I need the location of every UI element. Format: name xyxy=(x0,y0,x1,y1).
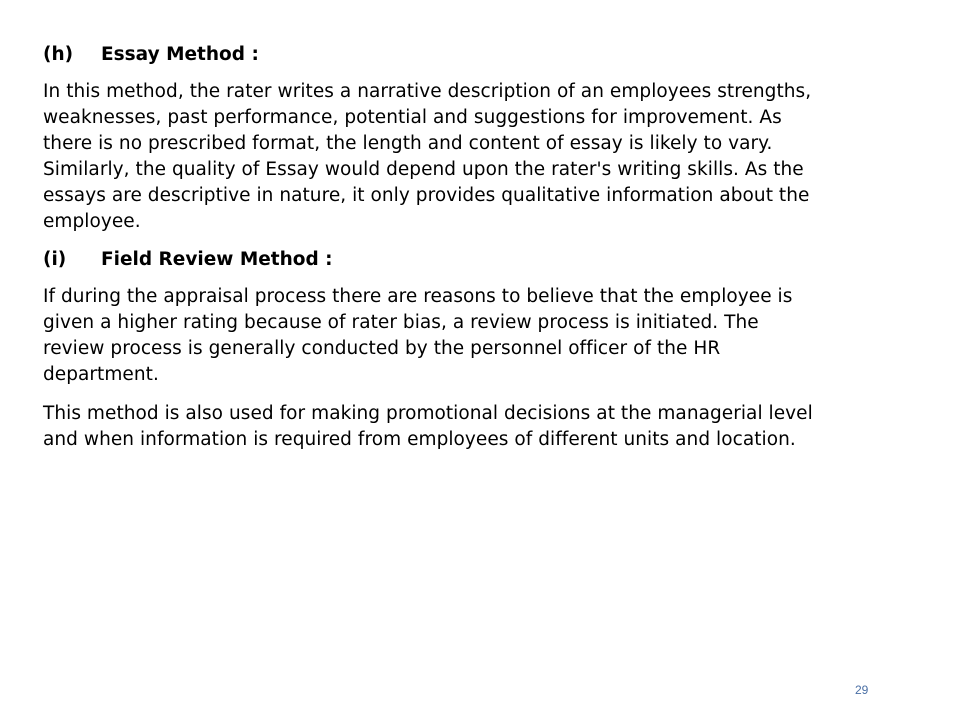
essay-method-title: Essay Method : xyxy=(101,44,259,65)
field-review-method-heading xyxy=(43,248,918,272)
paragraph-line: If during the appraisal process there are reasons to believe that the employee is xyxy=(43,286,793,307)
paragraph-line: department. xyxy=(43,364,159,385)
paragraph-line: given a higher rating because of rater bias, a review process is initiated. The xyxy=(43,312,759,333)
field-review-paragraph-1 xyxy=(43,284,918,388)
field-review-paragraph-2 xyxy=(43,401,918,453)
paragraph-line: essays are descriptive in nature, it only provides qualitative information about the xyxy=(43,185,810,206)
paragraph-line: review process is generally conducted by the personnel officer of the HR xyxy=(43,338,721,359)
slide-content xyxy=(43,43,918,466)
paragraph-line: Similarly, the quality of Essay would depend upon the rater's writing skills. As the xyxy=(43,159,804,180)
paragraph-line: weaknesses, past performance, potential and suggestions for improvement. As xyxy=(43,107,782,128)
paragraph-line: This method is also used for making promotional decisions at the managerial level xyxy=(43,403,813,424)
essay-method-heading xyxy=(43,43,918,67)
paragraph-line: employee. xyxy=(43,211,141,232)
paragraph-line: there is no prescribed format, the length and content of essay is likely to vary. xyxy=(43,133,773,154)
essay-method-paragraph xyxy=(43,79,918,235)
field-review-method-label: (i) xyxy=(43,249,67,270)
paragraph-line: and when information is required from employees of different units and location. xyxy=(43,429,796,450)
essay-method-label: (h) xyxy=(43,44,74,65)
page-number: 29 xyxy=(855,683,869,697)
field-review-method-title: Field Review Method : xyxy=(101,249,333,270)
paragraph-line: In this method, the rater writes a narrative description of an employees strengths, xyxy=(43,81,812,102)
